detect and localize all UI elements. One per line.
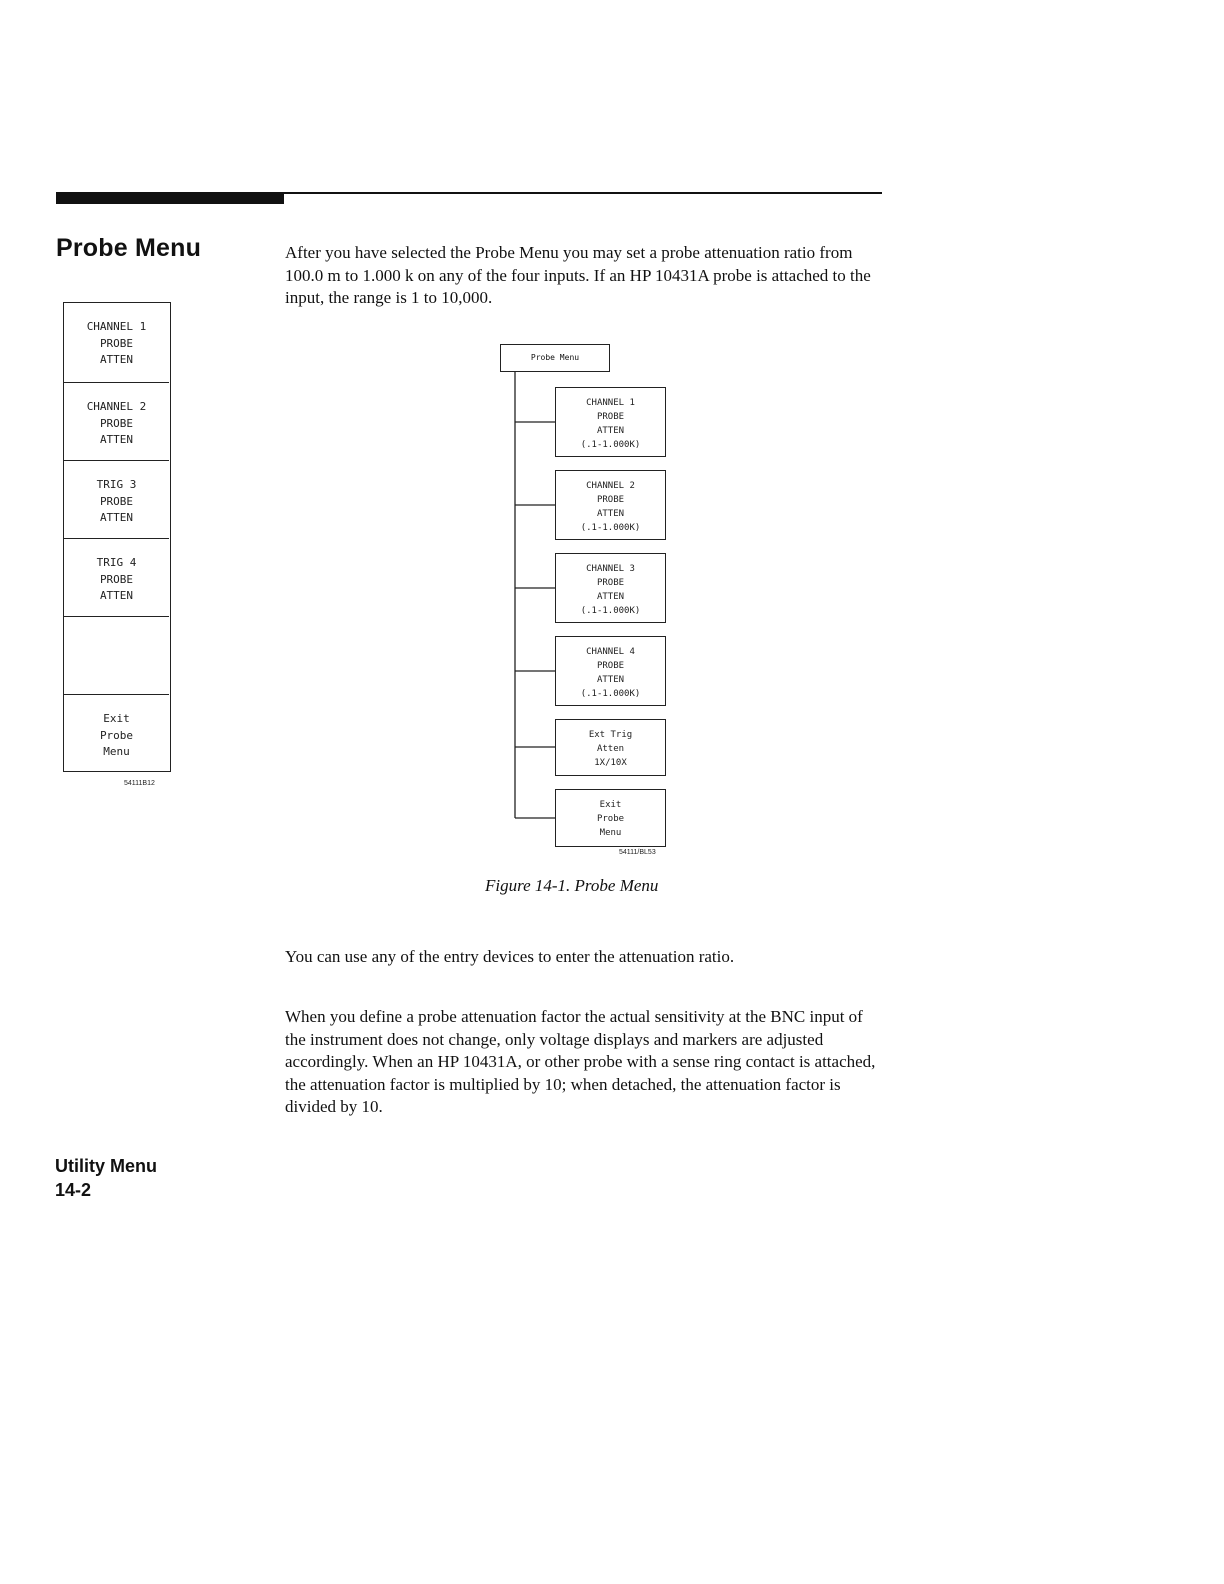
softkey-column xyxy=(63,302,171,772)
diagram-box-line: Ext Trig xyxy=(588,730,633,740)
diagram-box-channel-4 xyxy=(555,636,666,706)
diagram-box-line: Probe xyxy=(596,814,625,824)
diagram-box-line: (.1-1.000K) xyxy=(580,606,641,616)
diagram-box-line: (.1-1.000K) xyxy=(580,440,641,450)
diagram-figure-id: 54111/BL53 xyxy=(619,849,656,856)
softkey-line: TRIG 3 xyxy=(96,478,137,491)
diagram-box-line: 1X/10X xyxy=(594,758,627,768)
softkey-exit-probe-menu[interactable] xyxy=(64,695,169,771)
figure-caption: Figure 14-1. Probe Menu xyxy=(485,876,659,895)
softkey-line: Menu xyxy=(103,745,130,758)
softkey-line: PROBE xyxy=(99,336,134,350)
softkey-trig-4-probe-atten[interactable] xyxy=(64,539,169,617)
softkey-line: PROBE xyxy=(99,572,134,586)
diagram-box-line: CHANNEL 3 xyxy=(586,564,635,574)
softkey-channel-2-probe-atten[interactable] xyxy=(64,383,169,461)
diagram-box-line: PROBE xyxy=(596,412,625,422)
diagram-box-line: PROBE xyxy=(596,661,625,671)
softkey-line: ATTEN xyxy=(99,589,134,602)
diagram-box-ext-trig xyxy=(555,719,666,776)
softkey-trig-3-probe-atten[interactable] xyxy=(64,461,169,539)
diagram-box-line: ATTEN xyxy=(596,426,625,436)
softkey-figure-id: 54111B12 xyxy=(124,780,155,787)
diagram-box-line: ATTEN xyxy=(596,509,625,519)
diagram-box-exit-probe-menu xyxy=(555,789,666,847)
softkey-line: ATTEN xyxy=(99,353,134,366)
softkey-line: PROBE xyxy=(99,416,134,430)
diagram-box-channel-1 xyxy=(555,387,666,457)
diagram-box-line: ATTEN xyxy=(596,675,625,685)
softkey-line: TRIG 4 xyxy=(96,556,137,569)
probe-menu-diagram xyxy=(498,342,678,847)
diagram-box-line: Exit xyxy=(599,800,622,810)
softkey-line: CHANNEL 1 xyxy=(86,320,147,333)
diagram-box-line: Menu xyxy=(599,828,622,838)
softkey-line: Probe xyxy=(99,728,134,742)
diagram-box-line: CHANNEL 1 xyxy=(586,398,635,408)
diagram-box-line: CHANNEL 4 xyxy=(586,647,635,657)
diagram-box-channel-2 xyxy=(555,470,666,540)
entry-paragraph: You can use any of the entry devices to enter the attenuation ratio. xyxy=(285,947,735,966)
diagram-root-probe-menu: Probe Menu xyxy=(500,344,610,372)
softkey-line: Exit xyxy=(103,712,130,725)
section-title: Probe Menu xyxy=(56,234,202,262)
diagram-box-line: ATTEN xyxy=(596,592,625,602)
diagram-box-line: (.1-1.000K) xyxy=(580,523,641,533)
softkey-line: CHANNEL 2 xyxy=(86,400,147,413)
diagram-box-line: (.1-1.000K) xyxy=(580,689,641,699)
header-rule-thick xyxy=(56,194,284,204)
diagram-box-line: CHANNEL 2 xyxy=(586,481,635,491)
softkey-blank[interactable] xyxy=(64,617,169,695)
intro-paragraph: After you have selected the Probe Menu you may set a probe attenuation ratio from 100.0 m to 1.000 k on any of the four inputs. If an HP 10431A probe is attached to the input, the range is 1 to 10,000. xyxy=(285,243,871,307)
softkey-line: ATTEN xyxy=(99,433,134,446)
softkey-line: PROBE xyxy=(99,494,134,508)
diagram-box-line: Atten xyxy=(596,744,625,754)
diagram-box-channel-3 xyxy=(555,553,666,623)
footer-page-number: 14-2 xyxy=(55,1180,92,1200)
softkey-channel-1-probe-atten[interactable] xyxy=(64,303,169,383)
softkey-line: ATTEN xyxy=(99,511,134,524)
definition-paragraph: When you define a probe attenuation factor the actual sensitivity at the BNC input of the instrument does not change, only voltage displays and markers are adjusted accordingly. When an HP 10431A, or other probe with a sense ring contact is attached, the attenuation factor is multiplied by 10; when detached, the attenuation factor is divided by 10. xyxy=(285,1007,876,1116)
footer-section-name: Utility Menu xyxy=(55,1156,157,1176)
diagram-box-line: PROBE xyxy=(596,495,625,505)
diagram-box-line: PROBE xyxy=(596,578,625,588)
